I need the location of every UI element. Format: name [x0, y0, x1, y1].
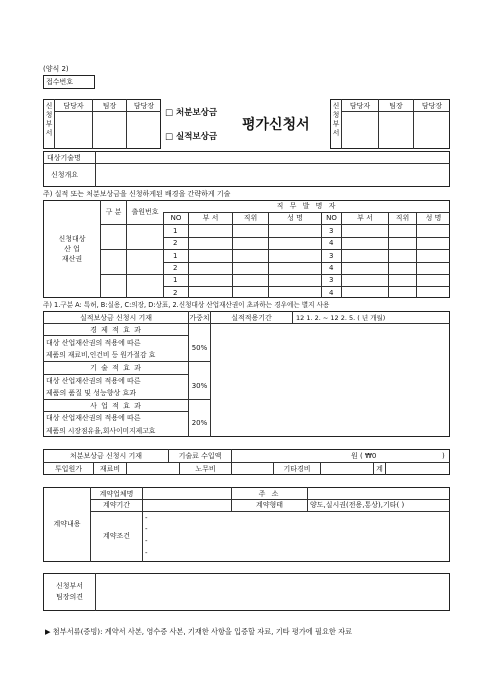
approval-right-col-manager: 담당장	[421, 102, 443, 110]
checkbox-disposal-compensation[interactable]: □ 처분보상금	[165, 108, 218, 118]
col-no-left: NO	[170, 214, 182, 222]
tech-fee-value[interactable]: 원 ( ₩0	[351, 452, 377, 460]
technical-effect-desc2: 제품의 품질 및 성능향상 효과	[46, 389, 137, 397]
economic-weight: 50%	[191, 344, 208, 352]
target-tech-label: 대상기술명	[47, 154, 81, 162]
effect-description-input[interactable]	[211, 324, 449, 436]
total-input[interactable]	[386, 463, 449, 474]
row-no: 4	[329, 289, 334, 297]
condition-dash: -	[145, 549, 148, 557]
tech-fee-label: 기술료 수입액	[178, 452, 222, 460]
inventor-header: 직 무 발 명 자	[276, 202, 338, 210]
row-no: 3	[329, 227, 334, 235]
business-effect-title: 사 업 적 효 과	[90, 402, 142, 410]
technical-effect-desc1: 대상 산업재산권의 적용에 따른	[46, 377, 141, 385]
weight-header: 가중치	[189, 314, 210, 322]
contract-content-label: 계약내용	[53, 520, 81, 528]
material-cost-input[interactable]	[127, 463, 179, 474]
application-summary-label: 신청개요	[51, 171, 79, 179]
approval-right-col-teamlead: 팀장	[389, 102, 403, 110]
economic-effect-desc1: 대상 산업재산권의 적용에 따른	[46, 339, 141, 347]
approval-left-vertical-label: 신 청 부 서	[45, 102, 53, 137]
row-no: 2	[173, 289, 178, 297]
attachments-note: ▶ 첨부서류(증빙): 계약서 사본, 영수증 사본, 기재한 사항을 입증할 자료, 기타 평가에 필요한 자료	[45, 627, 353, 636]
col-name-left: 성 명	[287, 214, 303, 222]
period-header: 실적적용기간	[231, 314, 272, 322]
contract-company-label: 계약업체명	[99, 490, 134, 498]
approval-left-col-teamlead: 팀장	[102, 102, 117, 110]
contract-company-input[interactable]	[143, 488, 231, 499]
business-weight: 20%	[191, 419, 208, 427]
dept-head-opinion-label: 신청부서 팀장의견	[55, 582, 84, 601]
other-cost-label: 기타경비	[283, 465, 311, 473]
disposal-label: 처분보상금 신청시 기재	[69, 452, 143, 460]
row-no: 1	[173, 252, 178, 260]
dept-head-opinion-input[interactable]	[96, 574, 449, 610]
contract-period-input[interactable]	[143, 500, 231, 511]
inventor-table-left-label: 신청대상 산 업 재산권	[58, 235, 86, 263]
material-cost-label: 재료비	[99, 465, 121, 473]
target-tech-input[interactable]	[96, 152, 449, 163]
economic-effect-desc2: 제품의 재료비,인건비 등 원가절감 효	[46, 351, 156, 359]
row-no: 1	[173, 227, 178, 235]
contract-condition-input[interactable]	[150, 512, 449, 561]
business-effect-desc1: 대상 산업재산권의 적용에 따른	[46, 414, 141, 422]
row-no: 3	[329, 252, 334, 260]
period-value[interactable]: 12 1. 2. ~ 12 2. 5. ( 년 개월)	[296, 314, 386, 322]
address-label: 주 소	[258, 490, 281, 498]
application-summary-input[interactable]	[96, 164, 449, 186]
contract-period-label: 계약기간	[102, 501, 131, 509]
col-dept-right: 부 서	[357, 214, 373, 222]
business-effect-desc2: 제품의 시장점유율,회사이미지제고효	[46, 427, 156, 435]
other-cost-input[interactable]	[321, 463, 373, 474]
contract-condition-label: 계약조건	[102, 532, 131, 540]
tech-fee-paren-close: )	[442, 452, 445, 460]
row-no: 2	[173, 239, 178, 247]
note-background: 주) 실적 또는 처분보상금을 신청하게된 배경을 간략하게 기술	[43, 190, 231, 198]
row-no: 3	[329, 276, 334, 284]
col-type: 구 분	[105, 208, 122, 216]
condition-dash: -	[145, 525, 148, 533]
page-title: 평가신청서	[242, 117, 310, 133]
row-no: 4	[329, 264, 334, 272]
col-no-right: NO	[326, 214, 337, 222]
col-position-right: 직위	[395, 214, 410, 222]
labor-cost-input[interactable]	[232, 463, 273, 474]
address-input[interactable]	[308, 488, 449, 499]
checkbox-performance-compensation[interactable]: □ 실적보상금	[165, 132, 218, 142]
col-application-number: 출원번호	[131, 208, 159, 216]
col-name-right: 성 명	[425, 214, 442, 222]
row-no: 1	[173, 276, 178, 284]
condition-dash: -	[145, 514, 148, 522]
approval-right-vertical-label: 신 청 부 서	[332, 102, 340, 137]
technical-effect-title: 기 술 적 효 과	[90, 364, 142, 372]
col-position-left: 직위	[243, 214, 258, 222]
approval-left-col-staff: 담당자	[63, 102, 84, 110]
approval-right-col-staff: 담당자	[349, 102, 371, 110]
criteria-header: 실적보상금 신청시 기재	[79, 314, 153, 322]
input-cost-label: 투입원가	[54, 465, 83, 473]
receipt-number-label: 접수번호	[46, 78, 74, 86]
approval-left-col-manager: 담당장	[133, 102, 155, 110]
labor-cost-label: 노무비	[195, 465, 216, 473]
technical-weight: 30%	[191, 382, 208, 390]
col-dept-left: 부 서	[202, 214, 219, 222]
condition-dash: -	[145, 537, 148, 545]
note-classification: 주) 1.구분 A: 특허, B:실용, C:의장, D:상표, 2.신청대상 산업재산권이 초과하는 경우에는 별지 사용	[43, 301, 330, 309]
total-label: 계	[376, 465, 383, 473]
form-number: (양식 2)	[43, 65, 69, 73]
contract-type-value[interactable]: 양도,실시권(전용,통상),기타( )	[310, 501, 405, 509]
row-no: 4	[329, 239, 334, 247]
row-no: 2	[173, 264, 178, 272]
economic-effect-title: 경 제 적 효 과	[90, 326, 142, 334]
contract-type-label: 계약형태	[255, 501, 284, 509]
